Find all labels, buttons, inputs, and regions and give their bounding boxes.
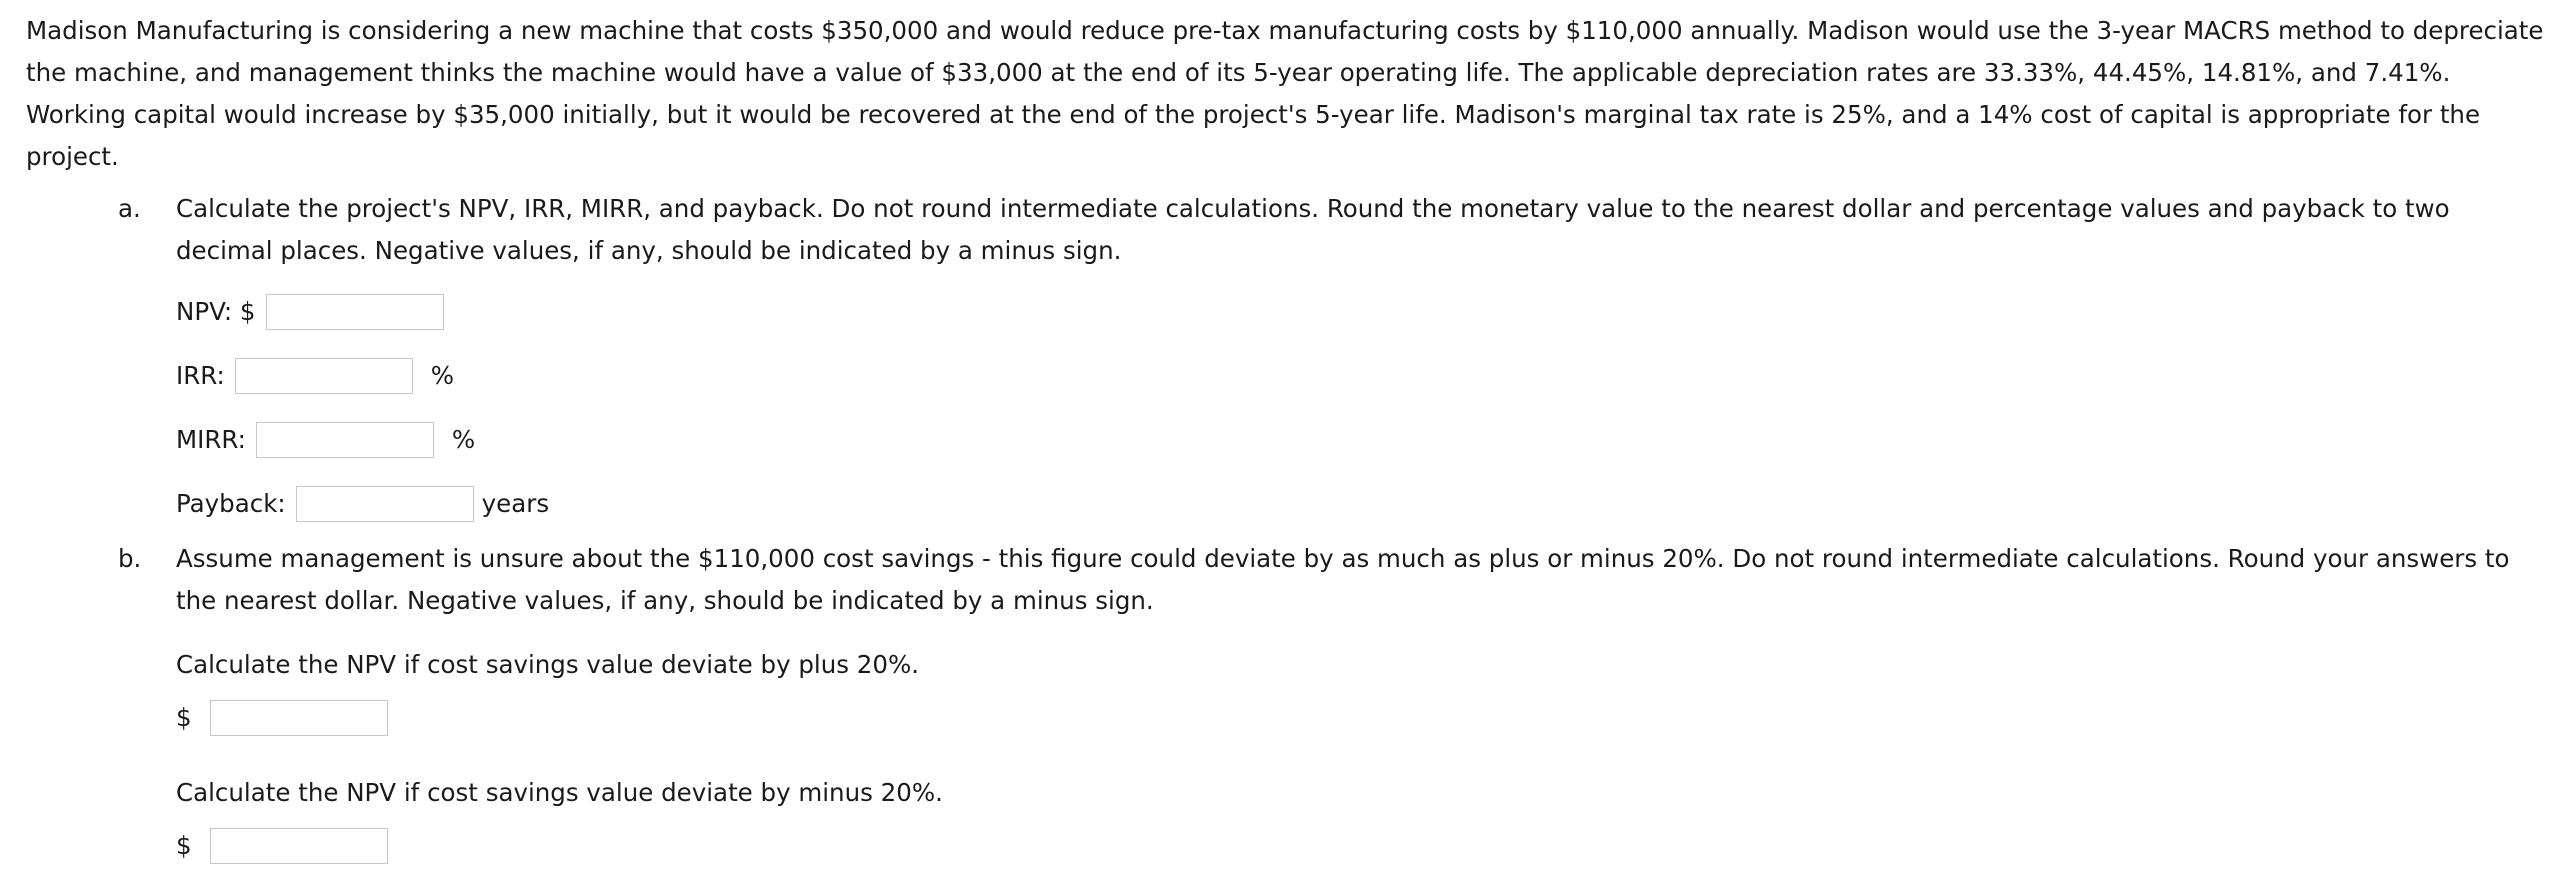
irr-input[interactable] [235, 358, 413, 394]
payback-row [148, 472, 2548, 536]
npv-minus-row [148, 814, 2548, 878]
npv-row [148, 280, 2548, 344]
npv-minus-input[interactable] [210, 828, 388, 864]
mirr-row [148, 408, 2548, 472]
npv-plus-prompt: Calculate the NPV if cost savings value deviate by plus 20%. [176, 650, 920, 679]
payback-unit: years [481, 489, 550, 518]
part-a-instructions: Calculate the project's NPV, IRR, MIRR, and payback. Do not round intermediate calculations. Round the monetary value to the nearest dollar and percentage values and payback to two decimal places. Negative values, if any, should be indicated by a minus sign. [176, 194, 2450, 265]
irr-unit: % [430, 361, 455, 390]
mirr-input[interactable] [256, 422, 434, 458]
part-b-instructions: Assume management is unsure about the $110,000 cost savings - this figure could deviate by as much as plus or minus 20%. Do not round intermediate calculations. Round your answers to the nearest dollar. Negative values, if any, should be indicated by a minus sign. [176, 544, 2510, 615]
part-a [26, 188, 2548, 536]
npv-minus-label: $ [176, 831, 192, 860]
npv-minus-prompt: Calculate the NPV if cost savings value deviate by minus 20%. [176, 778, 943, 807]
mirr-unit: % [451, 425, 476, 454]
npv-plus-input[interactable] [210, 700, 388, 736]
payback-label: Payback: [176, 489, 286, 518]
part-a-letter: a. [118, 194, 141, 223]
npv-plus-row [148, 686, 2548, 750]
part-b-letter: b. [118, 544, 142, 573]
irr-row [148, 344, 2548, 408]
problem-statement: Madison Manufacturing is considering a new machine that costs $350,000 and would reduce pre-tax manufacturing costs by $110,000 annually. Madison would use the 3-year MACRS method to depreciate the machine, and management thinks the machine would have a value of $33,000 at the end of its 5-year operating life. The applicable depreciation rates are 33.33%, 44.45%, 14.81%, and 7.41%. Working capital would increase by $35,000 initially, but it would be recovered at the end of the project's 5-year life. Madison's marginal tax rate is 25%, and a 14% cost of capital is appropriate for the project. [26, 16, 2544, 171]
npv-input[interactable] [266, 294, 444, 330]
mirr-label: MIRR: [176, 425, 246, 454]
payback-input[interactable] [296, 486, 474, 522]
part-b [26, 538, 2548, 878]
irr-label: IRR: [176, 361, 225, 390]
npv-plus-label: $ [176, 703, 192, 732]
npv-label: NPV: $ [176, 297, 256, 326]
